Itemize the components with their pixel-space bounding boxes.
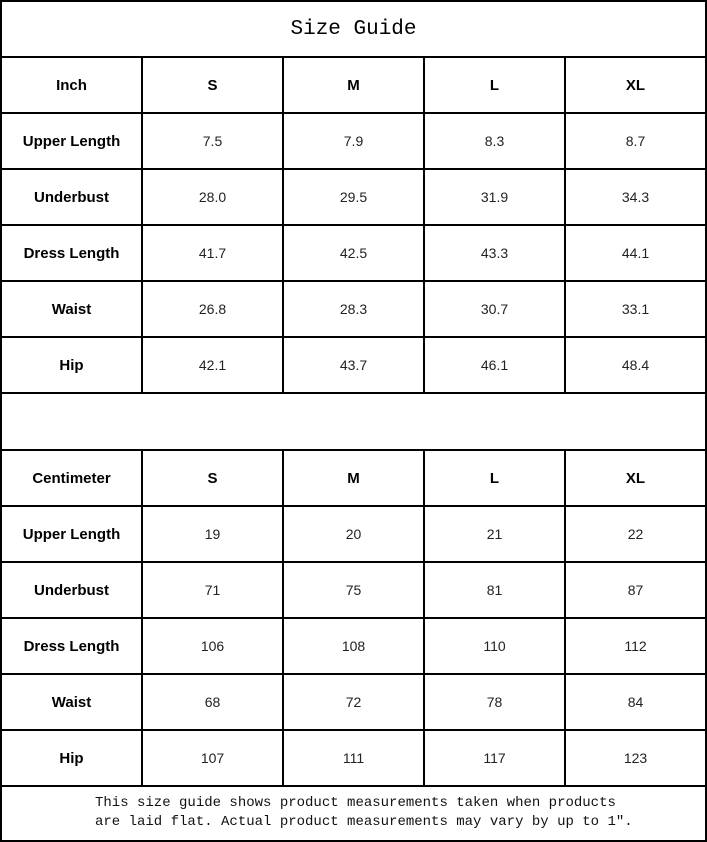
cm-size-header-xl: XL [625, 469, 646, 487]
value-cell: 30.7 [425, 282, 566, 336]
value-cell: 68 [143, 675, 284, 729]
value-cell: 72 [284, 675, 425, 729]
value-cell: 48.4 [621, 357, 650, 373]
value-cell: 123 [623, 750, 648, 766]
footnote [2, 787, 705, 840]
value-cell: 19 [143, 507, 284, 561]
row-label: Underbust [2, 563, 143, 617]
inch-size-header-m: M [284, 58, 425, 112]
row-label: Underbust [2, 170, 143, 224]
value-cell: 71 [143, 563, 284, 617]
value-cell: 107 [143, 731, 284, 785]
value-cell: 111 [284, 731, 425, 785]
value-cell: 112 [624, 638, 647, 654]
value-cell: 22 [627, 526, 644, 542]
table-row-cm-upper-length [2, 507, 705, 563]
footnote-line-1: This size guide shows product measurements taken when products [95, 795, 616, 811]
value-cell: 21 [425, 507, 566, 561]
cm-size-header-m: M [284, 451, 425, 505]
value-cell: 7.5 [143, 114, 284, 168]
value-cell: 7.9 [284, 114, 425, 168]
row-label: Dress Length [2, 226, 143, 280]
value-cell: 81 [425, 563, 566, 617]
cm-size-header-l: L [425, 451, 566, 505]
value-cell: 34.3 [621, 189, 650, 205]
table-row-cm-hip [2, 731, 705, 787]
value-cell: 46.1 [425, 338, 566, 392]
value-cell: 43.3 [425, 226, 566, 280]
row-label: Waist [2, 675, 143, 729]
footnote-line-2: are laid flat. Actual product measurements may vary by up to 1″. [95, 814, 633, 830]
value-cell: 42.5 [284, 226, 425, 280]
value-cell: 108 [284, 619, 425, 673]
value-cell: 110 [425, 619, 566, 673]
table-row-cm-waist [2, 675, 705, 731]
value-cell: 84 [627, 694, 644, 710]
value-cell: 28.3 [284, 282, 425, 336]
value-cell: 78 [425, 675, 566, 729]
inch-header-row [2, 58, 705, 114]
value-cell: 20 [284, 507, 425, 561]
inch-unit-header: Inch [2, 58, 143, 112]
inch-size-header-l: L [425, 58, 566, 112]
page-title: Size Guide [290, 17, 417, 41]
value-cell: 87 [627, 582, 644, 598]
table-row-inch-waist [2, 282, 705, 338]
table-row-inch-underbust [2, 170, 705, 226]
value-cell: 33.1 [621, 301, 650, 317]
row-label: Dress Length [2, 619, 143, 673]
table-row-cm-dress-length [2, 619, 705, 675]
value-cell: 44.1 [621, 245, 650, 261]
value-cell: 8.7 [625, 133, 646, 149]
row-label: Hip [2, 338, 143, 392]
centimeter-header-row [2, 451, 705, 507]
row-label: Upper Length [2, 507, 143, 561]
value-cell: 8.3 [425, 114, 566, 168]
value-cell: 75 [284, 563, 425, 617]
value-cell: 106 [143, 619, 284, 673]
value-cell: 117 [425, 731, 566, 785]
table-row-inch-dress-length [2, 226, 705, 282]
value-cell: 28.0 [143, 170, 284, 224]
value-cell: 43.7 [284, 338, 425, 392]
value-cell: 26.8 [143, 282, 284, 336]
row-label: Hip [2, 731, 143, 785]
centimeter-unit-header: Centimeter [2, 451, 143, 505]
spacer-row [2, 394, 705, 451]
value-cell: 31.9 [425, 170, 566, 224]
row-label: Waist [2, 282, 143, 336]
inch-size-header-xl: XL [625, 76, 646, 94]
title-row [2, 2, 705, 58]
table-row-cm-underbust [2, 563, 705, 619]
cm-size-header-s: S [143, 451, 284, 505]
inch-size-header-s: S [143, 58, 284, 112]
value-cell: 42.1 [143, 338, 284, 392]
row-label: Upper Length [2, 114, 143, 168]
table-row-inch-upper-length [2, 114, 705, 170]
table-row-inch-hip [2, 338, 705, 394]
value-cell: 29.5 [284, 170, 425, 224]
value-cell: 41.7 [143, 226, 284, 280]
